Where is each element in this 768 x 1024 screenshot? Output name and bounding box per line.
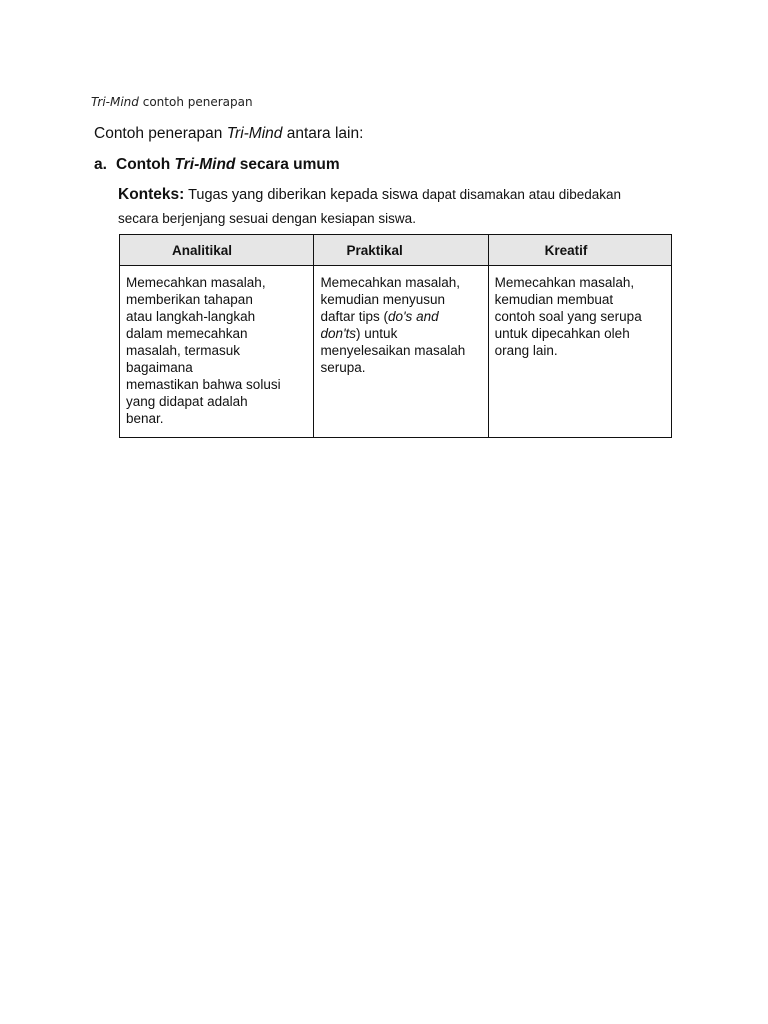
- section-before: Contoh: [116, 156, 175, 173]
- cell-line: contoh soal yang serupa: [494, 309, 642, 324]
- context-paragraph: [118, 183, 684, 231]
- cell-line: orang lain.: [494, 343, 558, 358]
- cell-line: memberikan tahapan: [126, 292, 253, 307]
- context-label: Konteks:: [118, 186, 185, 203]
- header-kreatif: [488, 235, 671, 266]
- intro-italic: Tri-Mind: [226, 125, 283, 142]
- cell-italic: do's and: [387, 309, 439, 324]
- cell-line: serupa.: [320, 360, 366, 375]
- cell-line: untuk dipecahkan oleh: [494, 326, 630, 341]
- cell-line: memastikan bahwa solusi: [126, 377, 281, 392]
- caption-italic: Tri-Mind: [91, 95, 139, 109]
- header-label: Kreatif: [544, 242, 588, 258]
- cell-line: kemudian membuat: [494, 292, 614, 307]
- header-praktikal: [314, 235, 488, 266]
- cell-line: Memecahkan masalah,: [494, 275, 635, 290]
- cell-line: benar.: [126, 411, 164, 426]
- cell-line: masalah, termasuk: [126, 343, 241, 358]
- section-italic: Tri-Mind: [174, 156, 236, 173]
- table-header-row: [120, 235, 672, 266]
- intro-after: antara lain:: [282, 125, 364, 142]
- intro-line: [94, 124, 684, 144]
- embedded-figure: [94, 124, 684, 231]
- cell-line: Memecahkan masalah,: [320, 275, 461, 290]
- header-label: Praktikal: [346, 242, 403, 258]
- cell-line: dalam memecahkan: [126, 326, 248, 341]
- intro-before: Contoh penerapan: [94, 125, 227, 142]
- section-marker: a.: [94, 156, 107, 173]
- table-row: [120, 266, 672, 438]
- cell-line: [320, 325, 481, 342]
- context-line-2: secara berjenjang sesuai dengan kesiapan siswa.: [118, 211, 416, 226]
- document-caption: [91, 95, 253, 109]
- cell-praktikal: [314, 266, 488, 438]
- context-text-main: Tugas yang diberikan kepada siswa: [184, 187, 423, 203]
- section-after: secara umum: [235, 156, 340, 173]
- cell-kreatif: [488, 266, 671, 438]
- header-analitikal: [120, 235, 314, 266]
- cell-text: daftar tips (: [320, 309, 388, 324]
- context-text-small: dapat disamakan atau dibedakan: [422, 187, 622, 202]
- cell-line: [320, 308, 481, 325]
- cell-line: yang didapat adalah: [126, 394, 248, 409]
- cell-analitikal: [120, 266, 314, 438]
- cell-line: menyelesaikan masalah: [320, 343, 466, 358]
- cell-text: ) untuk: [356, 326, 398, 341]
- cell-line: atau langkah-langkah: [126, 309, 256, 324]
- header-label: Analitikal: [172, 242, 233, 258]
- caption-text: contoh penerapan: [138, 95, 253, 109]
- cell-line: Memecahkan masalah,: [126, 275, 266, 290]
- tri-mind-table: [119, 234, 672, 438]
- cell-italic: don'ts: [320, 326, 357, 341]
- cell-line: kemudian menyusun: [320, 292, 446, 307]
- cell-line: bagaimana: [126, 360, 193, 375]
- section-heading: [94, 155, 684, 175]
